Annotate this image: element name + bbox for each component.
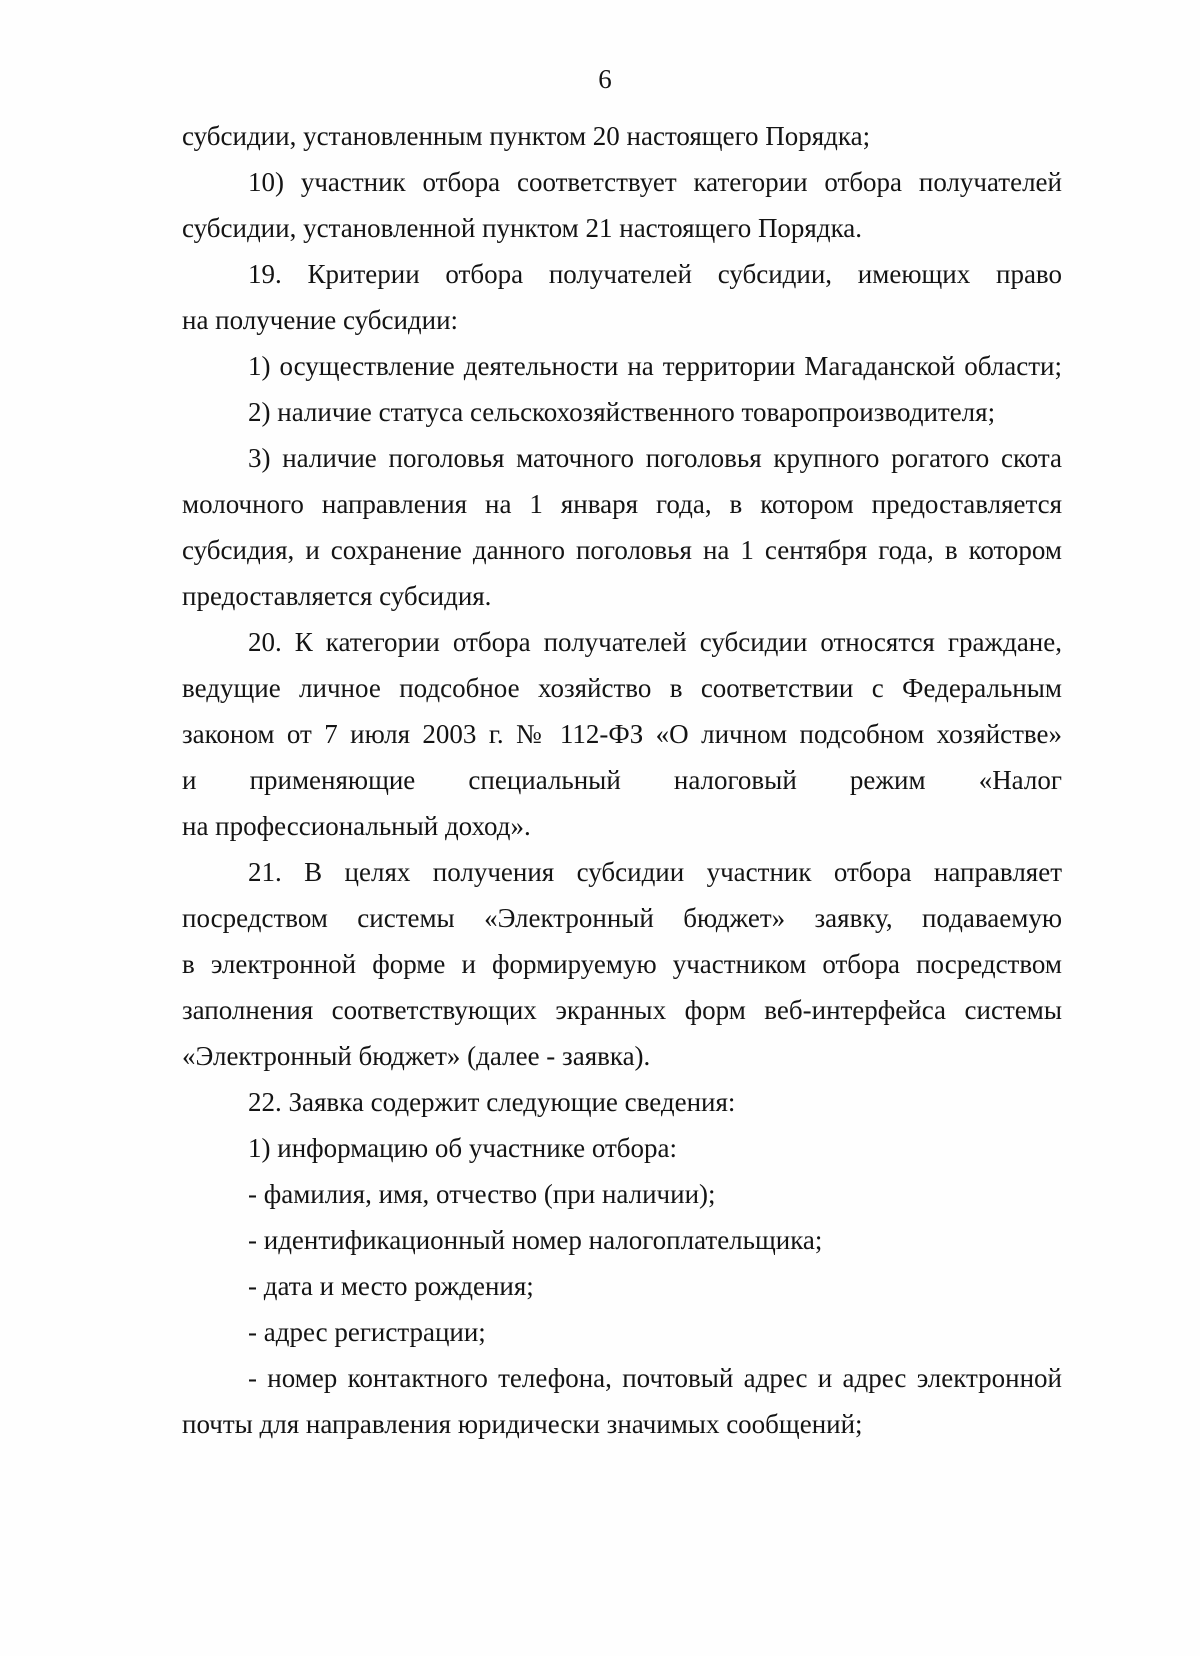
text-line: субсидия, и сохранение данного поголовья на 1 сентября года, в котором (182, 535, 1062, 565)
text-line: - адрес регистрации; (248, 1317, 486, 1347)
text-line: 20. К категории отбора получателей субсидии относятся граждане, (248, 627, 1062, 657)
text-word: применяющие (249, 765, 416, 795)
text-line: 2) наличие статуса сельскохозяйственного товаропроизводителя; (248, 397, 996, 427)
text-word: специальный (468, 765, 621, 795)
text-line: на получение субсидии: (182, 305, 459, 335)
text-line-spread (182, 762, 1062, 798)
text-line: ведущие личное подсобное хозяйство в соответствии с Федеральным (182, 673, 1062, 703)
text-word: режим (849, 765, 926, 795)
text-line: «Электронный бюджет» (далее - заявка). (182, 1041, 651, 1071)
text-line: почты для направления юридически значимых сообщений; (182, 1409, 863, 1439)
text-line: 3) наличие поголовья маточного поголовья крупного рогатого скота (248, 443, 1062, 473)
page-number: 6 (598, 64, 612, 94)
text-line: 1) информацию об участнике отбора: (248, 1133, 678, 1163)
text-line: 22. Заявка содержит следующие сведения: (248, 1087, 736, 1117)
text-word: и (182, 765, 197, 795)
text-line: субсидии, установленным пунктом 20 настоящего Порядка; (182, 121, 871, 151)
text-word: налоговый (673, 765, 797, 795)
text-line: в электронной форме и формируемую участником отбора посредством (182, 949, 1062, 979)
text-line: предоставляется субсидия. (182, 581, 492, 611)
text-line: 19. Критерии отбора получателей субсидии, имеющих право (248, 259, 1062, 289)
text-line: законом от 7 июля 2003 г. № 112-ФЗ «О личном подсобном хозяйстве» (182, 719, 1062, 749)
text-line: - идентификационный номер налогоплательщика; (248, 1225, 823, 1255)
text-line: заполнения соответствующих экранных форм веб-интерфейса системы (182, 995, 1062, 1025)
text-line: субсидии, установленной пунктом 21 настоящего Порядка. (182, 213, 863, 243)
text-line: молочного направления на 1 января года, в котором предоставляется (182, 489, 1062, 519)
text-line: 1) осуществление деятельности на территории Магаданской области; (248, 351, 1062, 381)
text-line: 10) участник отбора соответствует категории отбора получателей (248, 167, 1062, 197)
text-line: - номер контактного телефона, почтовый адрес и адрес электронной (248, 1363, 1062, 1393)
text-line: - дата и место рождения; (248, 1271, 534, 1301)
text-line: 21. В целях получения субсидии участник отбора направляет (248, 857, 1062, 887)
text-word: «Налог (978, 765, 1062, 795)
text-line: - фамилия, имя, отчество (при наличии); (248, 1179, 716, 1209)
text-line: посредством системы «Электронный бюджет» заявку, подаваемую (182, 903, 1062, 933)
text-line: на профессиональный доход». (182, 811, 531, 841)
